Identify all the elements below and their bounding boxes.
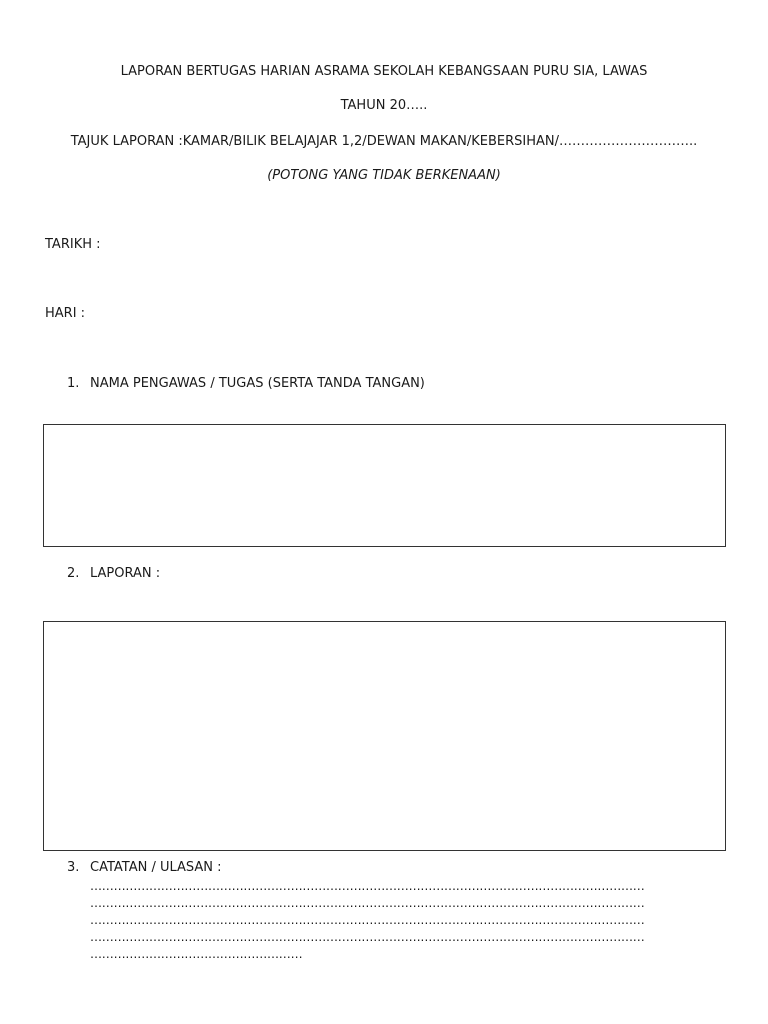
supervisor-box[interactable] bbox=[43, 424, 726, 547]
dotted-line[interactable]: …………………………………………………………………………………………………………………………… bbox=[90, 930, 645, 944]
section-number: 2. bbox=[67, 566, 80, 581]
dotted-line[interactable]: …………………………………………………………………………………………………………………………… bbox=[90, 896, 645, 910]
section-number: 1. bbox=[67, 376, 80, 391]
dotted-line[interactable]: …………………………………………………………………………………………………………………………… bbox=[90, 913, 645, 927]
section-notes bbox=[67, 860, 222, 875]
report-title: LAPORAN BERTUGAS HARIAN ASRAMA SEKOLAH KEBANGSAAN PURU SIA, LAWAS bbox=[120, 64, 648, 79]
notes-dotted-lines bbox=[90, 878, 730, 963]
report-subject: TAJUK LAPORAN :KAMAR/BILIK BELAJAJAR 1,2/DEWAN MAKAN/KEBERSIHAN/………………………….. bbox=[70, 134, 698, 149]
section-report bbox=[67, 566, 160, 581]
day-label: HARI : bbox=[45, 306, 86, 321]
dotted-line[interactable]: …………………………………………………………………………………………………………………………… bbox=[90, 879, 645, 893]
report-box[interactable] bbox=[43, 621, 726, 851]
section-number: 3. bbox=[67, 860, 80, 875]
date-label: TARIKH : bbox=[45, 237, 101, 252]
report-year: TAHUN 20….. bbox=[340, 98, 428, 113]
dotted-line[interactable]: ……………………………………………… bbox=[90, 947, 303, 961]
section-label: LAPORAN : bbox=[90, 566, 161, 581]
report-note: (POTONG YANG TIDAK BERKENAAN) bbox=[267, 168, 501, 183]
section-label: NAMA PENGAWAS / TUGAS (SERTA TANDA TANGAN) bbox=[90, 376, 425, 391]
section-label: CATATAN / ULASAN : bbox=[90, 860, 222, 875]
section-supervisor bbox=[67, 376, 425, 391]
